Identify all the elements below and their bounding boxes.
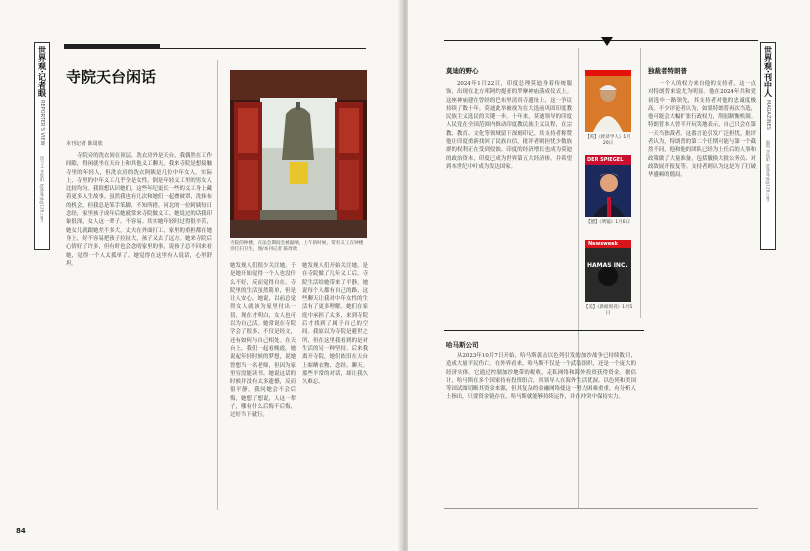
temple-photo (230, 70, 367, 238)
side-tab-credit-email: bjdbdhjt@126.com (39, 183, 45, 222)
side-tab-left (34, 42, 50, 250)
section-rule (444, 330, 644, 331)
triangle-marker-icon (601, 37, 613, 47)
side-tab-title: 世界观·记者眼 (37, 46, 47, 98)
economist-label: 【英】《经济学人》1月20日 (585, 135, 631, 146)
spiegel-label: 【德】《明镜》1月6日 (586, 220, 630, 225)
column-2: 她发现人们很少关注她，于是她开始觉得一个人也没什么不好，反而觉得自在。寺院里的生活虽然简单，但是让人安心。她说，以前总觉得女人就该为家里付出一切，现在才明白，女人也可以为自己活。她常说在寺院学会了很多，不仅是经文，还有如何与自己相处。在天台上，我们一起看晚霞，她说起年轻时候的梦想，说她曾想当一名老师，但因为家里穷没能读书。她说这话的时候并没有太多遗憾，反而很平静。我问她会不会后悔，她想了想说，人这一辈子，哪有什么后悔不后悔，过好当下就行。 (230, 263, 296, 419)
left-page (0, 0, 402, 551)
section-heading-trump: 独裁者特朗普 (648, 67, 687, 75)
bell-tower-image (230, 70, 367, 238)
newsweek-headline: HAMAS INC. (587, 262, 628, 269)
newsweek-label: 【美】《新闻周刊》1月5日 (583, 305, 633, 316)
trump-portrait-image (585, 155, 631, 217)
byline: 本刊记者 陈周欣 (66, 141, 103, 147)
photo-caption: 寺院的钟楼，在法会期间会被敲响，上午的时候，常有义工在钟楼旁打扫卫生，图/本刊记者 陈周欣 (230, 241, 364, 252)
side-tab-credit: 图与文 李俊阳 (40, 155, 45, 181)
column-3: 她发现人们开始关注她，是在寺院做了几年义工后。寺院生活给她带来了平静，她说每个人都有自己的路。这些聊天让我对中年女性的生活有了更多理解。她们在家庭中承担了太多，来到寺院后才找到了属于自己的空间。我原以为寺院是避世之所，但在这里我看到的是对生活的另一种坚持。后来我离开寺院，她们依旧在天台上晾晒衣物、念经、聊天。那些平常的对话，却让我久久难忘。 (302, 263, 368, 386)
newsweek-masthead: Newsweek (588, 241, 618, 247)
right-bottom-rule (444, 508, 758, 509)
economist-cover (585, 70, 631, 132)
hamas-image (585, 240, 631, 302)
side-tab-credit: 编辑 李俊阳 (766, 139, 771, 162)
side-tab-en: REPORTER'S VIEW (39, 100, 45, 146)
newsweek-cover (585, 240, 631, 302)
column-divider (217, 60, 218, 510)
modi-portrait-image (585, 70, 631, 132)
section-heading-modi: 莫迪的野心 (446, 67, 479, 75)
side-tab-title: 世界观·刊中人 (763, 46, 773, 98)
spiegel-masthead: DER SPIEGEL (587, 157, 624, 163)
trump-text: 一个人的权力来自他的支持者，这一点对特朗普来说尤为明显。他在2024年共和党初选中一路领先，其支持者对他的忠诚度极高。不少评论者认为，如果特朗普再次当选，他可能会大幅扩张行政权力，削弱制衡机制。特朗普本人曾半开玩笑地表示，自己只会在第一天当独裁者。这番言论引发广泛担忧。批评者认为，特朗普的第二个任期可能与第一个截然不同，他和他的团队已经为上任后的人事和政策做了大量准备，包括撤换大批公务员、对政敌展开报复等。支持者则认为这是为了打破华盛顿的僵局。 (648, 81, 756, 179)
article-title: 寺院天台闲话 (66, 68, 157, 86)
modi-text: 2024年1月22日，印度总理莫迪身着传统服饰，出现在北方邦阿约提亚的罗摩神庙落成仪式上。这座神庙建在曾经的巴布里清真寺遗址上，这一争议持续了数十年。莫迪此举被视为在大选前巩固印度教民族主义选民的关键一步。十年来，莫迪领导的印度人民党在全国范围内推动印度教民族主义议程，在宗教、教育、文化等领域留下深刻印记。其支持者称赞他让印度重新找回了民族自信，批评者则担忧少数族群的权利正在受到侵蚀。印度的经济增长也成为莫迪的政治资本，印度已成为世界第五大经济体，并希望到本世纪中叶成为发达国家。 (446, 81, 572, 170)
hamas-text: 从2023年10月7日开始，哈马斯袭击以色列引发的加沙战争已持续数月，造成大量平民伤亡。在外界看来，哈马斯不仅是一个武装组织，还是一个庞大的经济实体。它通过控制加沙地带的税收、走私网络和海外投资获得资金。据估计，哈马斯在多个国家持有投资组合，其领导人在海外生活优渥。以色列和美国等国试图切断其资金来源，但其复杂的金融网络使这一努力困难重重。有分析人士指出，只要资金链存在，哈马斯就能够持续运作，并在冲突中保持实力。 (446, 353, 636, 401)
section-heading-hamas: 哈马斯公司 (446, 341, 479, 349)
spiegel-cover (585, 155, 631, 217)
column-1: 寺院旁的洗衣间在顶层，洗衣房外是天台，我偶然在工作间隙，得闲就坐在天台上和其他义工聊天。我来寺院是想接触寺里的年轻人，但洗衣房的洗衣阿姨是几位中年女人。实际上，寺里的中年义工几乎全是女性，倒是年轻义工里的男女人比较均匀。我很想认识她们，这些年纪更长一些的义工身上藏着更多人生故事。虽然我也有几次和她们一起叠被罩、洗抹布的机会，但我总是笨手笨脚，不知所措。河北的一位阿姨每日念经，家里孩子成年后她就常来寺院做义工。她说过的话我印象很深，女人这一辈子，不容易。其实她年轻时过得很辛苦，她女儿就跟她差不多大，丈夫在外面打工，家里的重担都在她身上，好不容易把孩子拉扯大，孩子又去了远方。她来寺院后心情好了许多，但有时也会念叨家里的事，说孩子总不回来看她，觉得一个人太孤单了。她觉得在这里有人说话，心里舒坦。 (66, 153, 212, 267)
page-number-left: 84 (16, 527, 26, 535)
side-tab-credit-email: bjdbdhjt@126.com (765, 164, 771, 203)
side-tab-en: MAGAZINES (765, 100, 771, 130)
right-divider-2 (640, 48, 641, 318)
top-rule (64, 48, 366, 49)
right-page (408, 0, 810, 551)
side-tab-right (760, 42, 776, 250)
